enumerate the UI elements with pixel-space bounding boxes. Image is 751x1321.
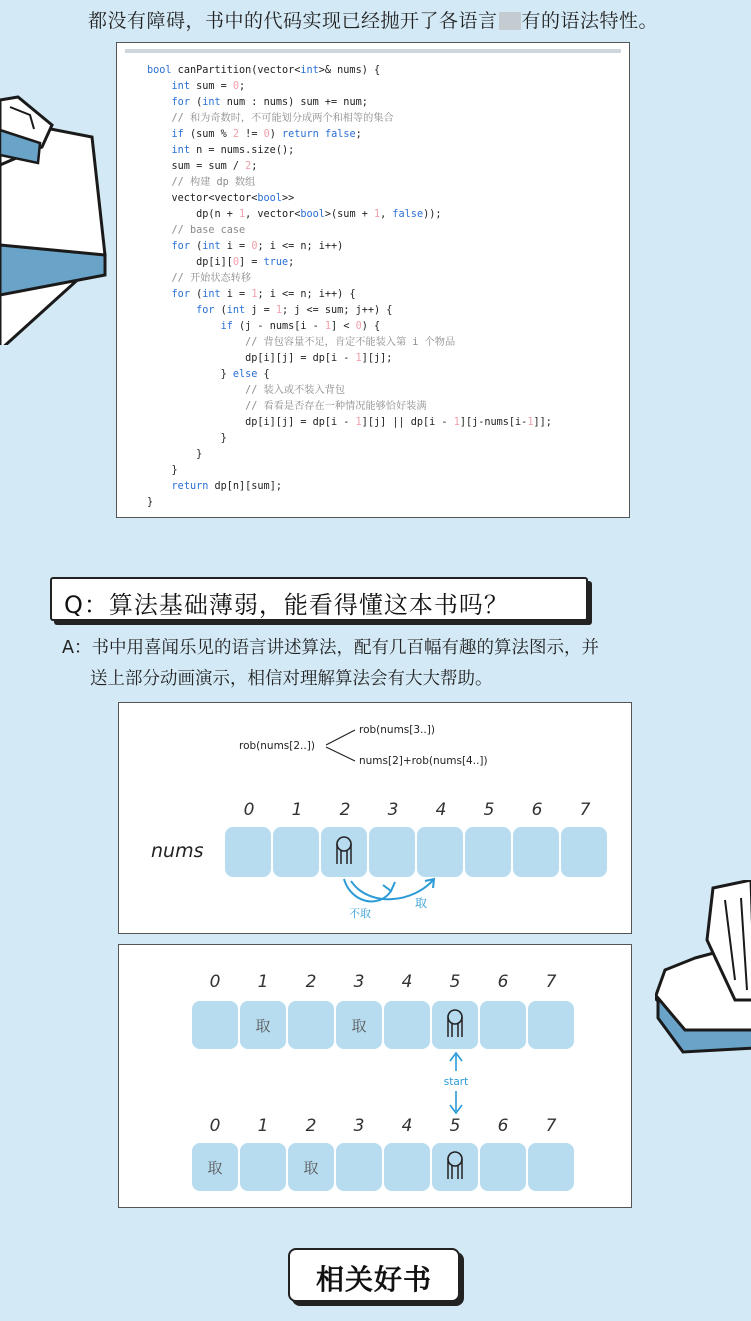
code-line bbox=[147, 161, 257, 172]
code-line bbox=[147, 433, 227, 444]
code-token: true bbox=[263, 257, 289, 268]
code-token bbox=[147, 401, 245, 412]
code-token: sum = bbox=[189, 81, 233, 92]
code-line bbox=[147, 417, 552, 428]
code-line bbox=[147, 241, 343, 252]
left-block-decoration bbox=[0, 85, 115, 345]
code-token: >> bbox=[281, 193, 295, 204]
code-token: int bbox=[202, 97, 221, 108]
array-cell bbox=[384, 1001, 430, 1049]
code-token: ; bbox=[288, 257, 295, 268]
code-token: dp(n + bbox=[147, 209, 240, 220]
code-token: // 开始状态转移 bbox=[171, 273, 252, 284]
code-token: dp[i][ bbox=[147, 257, 233, 268]
code-token: 0 bbox=[355, 321, 362, 332]
answer-line-2: 送上部分动画演示，相信对理解算法会有大大帮助。 bbox=[90, 669, 493, 689]
index-label: 5 bbox=[449, 1116, 461, 1136]
code-token: 2 bbox=[232, 129, 240, 140]
code-token: int bbox=[171, 81, 190, 92]
array-cell bbox=[192, 1001, 238, 1049]
code-token: } bbox=[147, 433, 227, 444]
code-window-bar bbox=[125, 49, 621, 53]
array-cell bbox=[432, 1143, 478, 1191]
array-cell bbox=[480, 1143, 526, 1191]
code-token bbox=[147, 289, 172, 300]
code-token: } bbox=[147, 449, 203, 460]
code-token bbox=[147, 113, 172, 124]
code-line bbox=[147, 465, 178, 476]
code-token bbox=[147, 97, 172, 108]
bottom-cell-row bbox=[192, 1143, 574, 1191]
code-line bbox=[147, 321, 380, 332]
code-token bbox=[147, 145, 172, 156]
code-token: 0 bbox=[232, 81, 240, 92]
related-books-heading bbox=[288, 1248, 460, 1302]
code-token: // 背包容量不足，肯定不能装入第 i 个物品 bbox=[245, 337, 456, 348]
code-line bbox=[147, 129, 362, 140]
code-token: 1 bbox=[324, 321, 332, 332]
index-label: 1 bbox=[257, 972, 269, 992]
array-cell bbox=[432, 1001, 478, 1049]
index-label: 2 bbox=[305, 1116, 317, 1136]
cell-label: 取 bbox=[255, 1017, 271, 1035]
code-token: != bbox=[239, 129, 264, 140]
code-token: ( bbox=[189, 241, 203, 252]
index-label: 1 bbox=[291, 800, 303, 820]
code-line bbox=[147, 401, 427, 412]
question-box bbox=[50, 577, 588, 621]
code-token: ] < bbox=[331, 321, 356, 332]
code-token: // 构建 dp 数组 bbox=[171, 177, 256, 188]
right-block-decoration bbox=[655, 880, 751, 1060]
index-label: 7 bbox=[545, 1116, 557, 1136]
code-token: 2 bbox=[245, 161, 252, 172]
start-label: start bbox=[443, 1076, 469, 1088]
code-token bbox=[147, 385, 245, 396]
code-line bbox=[147, 177, 255, 188]
branch-bottom-label: nums[2]+rob(nums[4..]) bbox=[359, 755, 488, 767]
array-cell bbox=[384, 1143, 430, 1191]
code-token bbox=[147, 177, 172, 188]
code-screenshot bbox=[116, 42, 630, 518]
top-cell-row bbox=[192, 1001, 574, 1049]
code-token: ][j] || dp[i - bbox=[361, 417, 454, 428]
code-token: n = nums.size(); bbox=[189, 145, 295, 156]
code-token: 1 bbox=[275, 305, 282, 316]
code-token: // 看看是否存在一种情况能够恰好装满 bbox=[245, 401, 427, 412]
code-line bbox=[147, 65, 380, 76]
cell-label: 取 bbox=[351, 1017, 367, 1035]
code-token: vector<vector< bbox=[147, 193, 258, 204]
code-token: 1 bbox=[355, 353, 362, 364]
code-token: bool bbox=[257, 193, 282, 204]
array-cell bbox=[528, 1143, 574, 1191]
code-line bbox=[147, 257, 294, 268]
index-label: 6 bbox=[531, 800, 543, 820]
array-cell bbox=[273, 827, 319, 877]
code-token: bool bbox=[300, 209, 325, 220]
index-label: 5 bbox=[449, 972, 461, 992]
code-token: ( bbox=[214, 305, 227, 316]
code-token: for bbox=[171, 289, 190, 300]
code-line bbox=[147, 353, 392, 364]
array-cell bbox=[288, 1001, 334, 1049]
array-cell bbox=[480, 1001, 526, 1049]
array-cell bbox=[561, 827, 607, 877]
code-token: 1 bbox=[453, 417, 460, 428]
code-token: // 装入或不装入背包 bbox=[245, 385, 346, 396]
code-token: else bbox=[232, 369, 258, 380]
array-cell bbox=[417, 827, 463, 877]
code-token: )); bbox=[423, 209, 442, 220]
code-token: ( bbox=[189, 289, 203, 300]
code-token: j = bbox=[245, 305, 276, 316]
code-token: ; i <= n; i++) bbox=[257, 241, 344, 252]
code-token: if bbox=[220, 321, 233, 332]
code-token: ; bbox=[355, 129, 362, 140]
code-block bbox=[147, 63, 552, 511]
code-line bbox=[147, 337, 455, 348]
cell-label: 取 bbox=[207, 1159, 223, 1177]
code-token: 0 bbox=[251, 241, 258, 252]
code-line bbox=[147, 497, 153, 508]
code-line bbox=[147, 289, 356, 300]
code-token: ] = bbox=[239, 257, 264, 268]
index-label: 2 bbox=[339, 800, 351, 820]
code-token: ) { bbox=[361, 321, 381, 332]
code-line bbox=[147, 97, 368, 108]
skip-label: 不取 bbox=[349, 907, 371, 920]
code-token: sum = sum / bbox=[147, 161, 246, 172]
code-token: ; j <= sum; j++) { bbox=[281, 305, 393, 316]
branch-lines bbox=[326, 730, 355, 761]
branch-top-label: rob(nums[3..]) bbox=[359, 724, 435, 736]
code-token: } bbox=[147, 497, 154, 508]
code-token: } bbox=[147, 465, 178, 476]
related-books-text: 相关好书 bbox=[315, 1263, 432, 1296]
code-token: ; bbox=[251, 161, 258, 172]
code-token bbox=[147, 129, 172, 140]
index-row bbox=[244, 800, 591, 820]
intro-text bbox=[88, 6, 658, 33]
code-token: >& nums) { bbox=[318, 65, 381, 76]
rob-choice-figure bbox=[118, 944, 632, 1208]
code-token: ; i <= n; i++) { bbox=[257, 289, 356, 300]
code-token: , bbox=[380, 209, 393, 220]
top-index-row bbox=[210, 972, 557, 992]
code-line bbox=[147, 145, 294, 156]
index-label: 4 bbox=[401, 972, 413, 992]
code-token: } bbox=[147, 369, 233, 380]
code-token: int bbox=[171, 145, 190, 156]
code-token: dp[i][j] = dp[i - bbox=[147, 353, 356, 364]
code-token: ( bbox=[189, 97, 203, 108]
array-cell bbox=[369, 827, 415, 877]
code-token: bool bbox=[147, 65, 172, 76]
code-token: int bbox=[202, 289, 221, 300]
code-line bbox=[147, 305, 392, 316]
index-label: 6 bbox=[497, 972, 509, 992]
cell-row bbox=[225, 827, 607, 877]
bottom-index-row bbox=[210, 1116, 557, 1136]
code-line bbox=[147, 369, 270, 380]
code-token: 0 bbox=[263, 129, 270, 140]
index-label: 7 bbox=[545, 972, 557, 992]
code-token: i = bbox=[220, 289, 252, 300]
code-token bbox=[147, 305, 196, 316]
code-token: 1 bbox=[239, 209, 246, 220]
code-token: return bbox=[171, 481, 209, 492]
code-token: 0 bbox=[232, 257, 240, 268]
code-token bbox=[147, 273, 172, 284]
array-cell bbox=[336, 1143, 382, 1191]
code-token: (sum % bbox=[183, 129, 233, 140]
code-token: 1 bbox=[527, 417, 534, 428]
cell-label: 取 bbox=[303, 1159, 319, 1177]
code-token bbox=[147, 321, 221, 332]
code-token: ][j-nums[i- bbox=[459, 417, 528, 428]
code-token: 1 bbox=[373, 209, 381, 220]
array-cell bbox=[465, 827, 511, 877]
code-line bbox=[147, 273, 251, 284]
choice-figure-svg bbox=[119, 945, 631, 1207]
code-token bbox=[147, 241, 172, 252]
index-label: 0 bbox=[209, 972, 221, 992]
array-cell bbox=[528, 1001, 574, 1049]
index-label: 0 bbox=[243, 800, 255, 820]
rob-call-label: rob(nums[2..]) bbox=[239, 740, 315, 752]
array-cell bbox=[240, 1143, 286, 1191]
rob-figure-svg bbox=[119, 703, 631, 933]
code-token: (j - nums[i - bbox=[232, 321, 325, 332]
question-text: Q：算法基础薄弱，能看得懂这本书吗？ bbox=[64, 591, 509, 619]
code-token: int bbox=[226, 305, 246, 316]
code-token: ][j]; bbox=[361, 353, 393, 364]
code-token: num : nums) sum += num; bbox=[220, 97, 368, 108]
code-token: int bbox=[202, 241, 221, 252]
code-token bbox=[147, 481, 172, 492]
start-arrow-down bbox=[450, 1091, 462, 1113]
answer-line-1: A：书中用喜闻乐见的语言讲述算法，配有几百幅有趣的算法图示，并 bbox=[62, 638, 599, 658]
code-token: for bbox=[171, 241, 190, 252]
index-label: 2 bbox=[305, 972, 317, 992]
code-token: ) bbox=[269, 129, 283, 140]
code-token: canPartition(vector< bbox=[171, 65, 301, 76]
code-token: 1 bbox=[355, 417, 362, 428]
index-label: 3 bbox=[387, 800, 399, 820]
code-token: dp[i][j] = dp[i - bbox=[147, 417, 356, 428]
code-line bbox=[147, 209, 441, 220]
code-token: 1 bbox=[251, 289, 258, 300]
index-label: 4 bbox=[401, 1116, 413, 1136]
array-cell bbox=[513, 827, 559, 877]
start-arrow-up bbox=[450, 1053, 462, 1071]
code-token: return false bbox=[282, 129, 356, 140]
code-token: false bbox=[392, 209, 424, 220]
array-cell bbox=[225, 827, 271, 877]
array-cell bbox=[321, 827, 367, 877]
array-label: nums bbox=[151, 840, 204, 862]
redacted-mark bbox=[499, 12, 521, 30]
rob-recursion-figure bbox=[118, 702, 632, 934]
code-token: ]]; bbox=[533, 417, 552, 428]
code-line bbox=[147, 225, 245, 236]
code-token bbox=[147, 81, 172, 92]
index-label: 6 bbox=[497, 1116, 509, 1136]
index-label: 1 bbox=[257, 1116, 269, 1136]
code-token: for bbox=[196, 305, 215, 316]
index-label: 5 bbox=[483, 800, 495, 820]
answer-text bbox=[62, 633, 712, 695]
code-token: // 和为奇数时，不可能划分成两个和相等的集合 bbox=[171, 113, 394, 124]
code-line bbox=[147, 113, 394, 124]
index-label: 7 bbox=[579, 800, 591, 820]
code-token: int bbox=[300, 65, 319, 76]
code-line bbox=[147, 385, 345, 396]
code-line bbox=[147, 449, 202, 460]
code-token bbox=[147, 225, 172, 236]
code-token: // base case bbox=[171, 225, 246, 236]
take-label: 取 bbox=[415, 896, 428, 910]
code-line bbox=[147, 481, 282, 492]
code-token: dp[n][sum]; bbox=[208, 481, 282, 492]
code-token: for bbox=[171, 97, 190, 108]
code-line bbox=[147, 81, 245, 92]
code-token bbox=[147, 337, 245, 348]
index-label: 3 bbox=[353, 972, 365, 992]
code-token: if bbox=[171, 129, 184, 140]
code-token: >(sum + bbox=[324, 209, 374, 220]
index-label: 0 bbox=[209, 1116, 221, 1136]
code-line bbox=[147, 193, 294, 204]
code-token: { bbox=[257, 369, 270, 380]
index-label: 4 bbox=[435, 800, 447, 820]
code-token: , vector< bbox=[245, 209, 301, 220]
intro-text-before: 都没有障碍，书中的代码实现已经抛开了各语言 bbox=[88, 10, 498, 32]
index-label: 3 bbox=[353, 1116, 365, 1136]
code-token: ; bbox=[239, 81, 246, 92]
intro-text-after: 有的语法特性。 bbox=[521, 10, 659, 32]
code-token: i = bbox=[220, 241, 252, 252]
